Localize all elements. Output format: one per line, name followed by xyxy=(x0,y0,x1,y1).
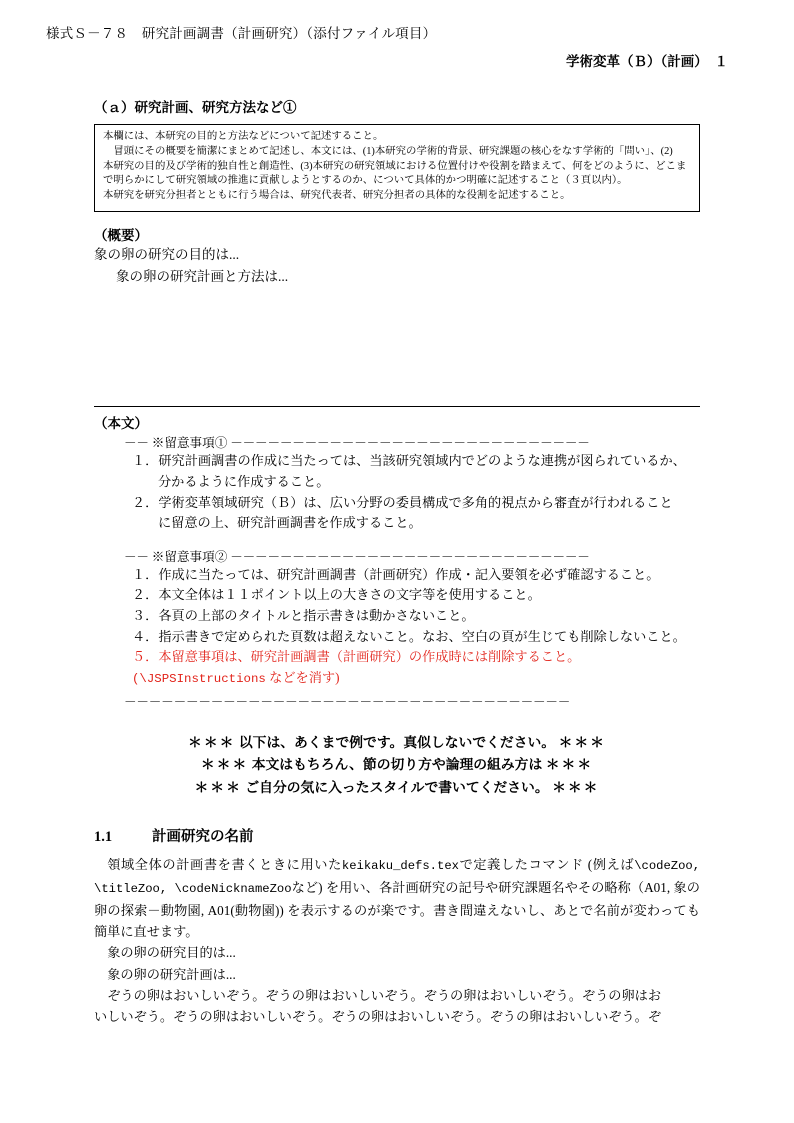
note1-item-2-line-1: 学術変革領域研究（Ｂ）は、広い分野の委員構成で多角的視点から審査が行われること xyxy=(158,494,673,510)
note2-item-2-num: ２． xyxy=(132,587,159,603)
body-p1-part-e: 変わっても簡単に直せます。 xyxy=(94,902,701,939)
subsection-heading xyxy=(94,825,748,846)
body-p1-mono-3: \titleZoo, \codeNicknameZoo xyxy=(94,881,292,896)
note1-dash-line: －－－－－－－－－－－－－－－－－－－－－－－－－－－－－ xyxy=(230,436,590,451)
note2-header xyxy=(124,546,748,565)
stars-text-1: 以下は、あくまで例です。真似しないでください。 xyxy=(238,735,556,751)
horizontal-rule xyxy=(94,406,700,407)
instruction-line-3: 本研究の目的及び学術的独自性と創造性、(3)本研究の研究領域における位置付けや役割を踏まえて、何をどのように、どこま xyxy=(103,160,687,172)
subsection-title: 計画研究の名前 xyxy=(152,829,254,846)
note1-item-1-num: １． xyxy=(132,453,159,469)
header-right-label: 学術変革（Ｂ）（計画） １ xyxy=(566,54,728,69)
body-paragraph-4-line-1: ぞうの卵はおいしいぞう。ぞうの卵はおいしいぞう。ぞうの卵はおいしいぞう。ぞうの卵はお xyxy=(107,988,662,1004)
note2-item-3-text: 各頁の上部のタイトルと指示書きは動かさないこと。 xyxy=(158,607,475,623)
main-text-heading: （本文） xyxy=(94,416,148,432)
form-header xyxy=(46,22,748,42)
note1-item-2 xyxy=(132,493,700,534)
note2-dash-line: －－－－－－－－－－－－－－－－－－－－－－－－－－－－－ xyxy=(230,549,590,564)
note2-item-5-command: (\JSPSInstructions xyxy=(132,671,266,686)
summary-line-1: 象の卵の研究の目的は... xyxy=(94,246,240,262)
blank-space xyxy=(46,288,748,406)
stars-text-3: ご自分の気に入ったスタイルで書いてください。 xyxy=(245,779,549,795)
note2-item-4-text: 指示書きで定められた頁数は超えないこと。なお、空白の頁が生じても削除しないこと。 xyxy=(158,628,686,644)
summary-body xyxy=(94,244,748,289)
body-paragraph-4-line-2: いしいぞう。ぞうの卵はおいしいぞう。ぞうの卵はおいしいぞう。ぞうの卵はおいしいぞう。ぞ xyxy=(94,1009,662,1025)
note2-dash-prefix: －－ xyxy=(124,549,149,564)
note2-item-1-text: 作成に当たっては、研究計画調書（計画研究）作成・記入要領を必ず確認すること。 xyxy=(158,566,660,582)
note2-item-1-num: １． xyxy=(132,566,159,582)
stars-left-2: ＊＊＊ xyxy=(200,757,249,773)
note2-item-1 xyxy=(132,565,700,586)
note1-item-2-line-2: に留意の上、研究計画調書を作成すること。 xyxy=(158,515,422,531)
note2-item-5 xyxy=(132,647,700,689)
note2-bottom-dash: －－－－－－－－－－－－－－－－－－－－－－－－－－－－－－－－－－－－ xyxy=(124,695,571,710)
note1-label: ※留意事項① xyxy=(151,436,228,451)
note2-item-5-text: 本留意事項は、研究計画調書（計画研究）の作成時には削除すること。 xyxy=(158,649,581,665)
summary-line-2: 象の卵の研究計画と方法は... xyxy=(116,269,289,285)
summary-heading: （概要） xyxy=(94,227,148,243)
example-notice xyxy=(46,732,748,799)
note1-item-2-num: ２． xyxy=(132,494,159,510)
note1-item-1-line-2: 分かるように作成すること。 xyxy=(158,473,330,489)
body-p1-part-b: で定義したコマンド (例えば xyxy=(458,857,635,873)
body-p1-part-a: 領域全体の計画書を書くときに用いた xyxy=(107,857,342,873)
example-notice-line-3 xyxy=(46,777,748,799)
body-p1-mono-2: \codeZoo, xyxy=(634,859,701,874)
form-id-label: 様式Ｓ－７８ 研究計画調書（計画研究）（添付ファイル項目） xyxy=(46,26,437,41)
note1-header xyxy=(124,432,748,451)
body-p1-part-d: 象の卵の探索－動物園, A01(動物園)) を表示するのが楽です。書き間違えないし、あとで名前が xyxy=(94,879,700,918)
note2-label: ※留意事項② xyxy=(151,549,228,564)
note1-item-1 xyxy=(132,451,700,492)
note2-list xyxy=(132,565,700,689)
body-paragraph-3: 象の卵の研究計画は... xyxy=(107,966,236,982)
body-paragraphs xyxy=(94,854,700,1028)
section-a-title: （ａ）研究計画、研究方法など① xyxy=(94,100,297,115)
note2-item-3 xyxy=(132,606,700,627)
note2-item-2-text: 本文全体は１１ポイント以上の大きさの文字等を使用すること。 xyxy=(158,587,541,603)
example-notice-line-1 xyxy=(46,732,748,754)
stars-left-1: ＊＊＊ xyxy=(188,735,236,751)
body-p1-mono-1: keikaku_defs.tex xyxy=(341,859,459,874)
note2-item-3-num: ３． xyxy=(132,607,159,623)
note2-item-5-num: ５． xyxy=(132,649,159,665)
stars-left-3: ＊＊＊ xyxy=(194,779,242,795)
example-notice-line-2 xyxy=(46,754,748,776)
body-paragraph-1 xyxy=(94,854,700,942)
note2-item-2 xyxy=(132,585,700,606)
instruction-box xyxy=(94,124,700,212)
note2-item-4 xyxy=(132,627,700,648)
note2-item-4-num: ４． xyxy=(132,628,159,644)
stars-right-2: ＊＊＊ xyxy=(545,757,594,773)
subsection-number: 1.1 xyxy=(94,829,113,846)
body-p1-part-c: など) を用い、各計画研究の記号や研究課題名やその略称（A01, xyxy=(291,879,671,895)
stars-right-1: ＊＊＊ xyxy=(558,735,606,751)
instruction-line-5: 本研究を研究分担者とともに行う場合は、研究代表者、研究分担者の具体的な役割を記述すること。 xyxy=(103,190,571,202)
note1-item-1-line-1: 研究計画調書の作成に当たっては、当該研究領域内でどのような連携が図られているか、 xyxy=(158,453,686,469)
note1-dash-prefix: －－ xyxy=(124,436,149,451)
note2-item-5-tail: などを消す) xyxy=(269,669,340,685)
stars-right-3: ＊＊＊ xyxy=(552,779,600,795)
body-paragraph-2: 象の卵の研究目的は... xyxy=(107,945,236,961)
stars-text-2: 本文はもちろん、節の切り方や論理の組み方は xyxy=(251,757,543,773)
instruction-line-1: 本欄には、本研究の目的と方法などについて記述すること。 xyxy=(103,131,384,142)
instruction-line-4: で明らかにして研究領域の推進に貢献しようとするのか、について具体的かつ明確に記述すること（３頁以内）。 xyxy=(103,175,628,187)
note1-list xyxy=(132,451,700,533)
instruction-line-2: 冒頭にその概要を簡潔にまとめて記述し、本文には、(1)本研究の学術的背景、研究課題の核心をなす学術的「問い」、(2) xyxy=(113,145,673,157)
